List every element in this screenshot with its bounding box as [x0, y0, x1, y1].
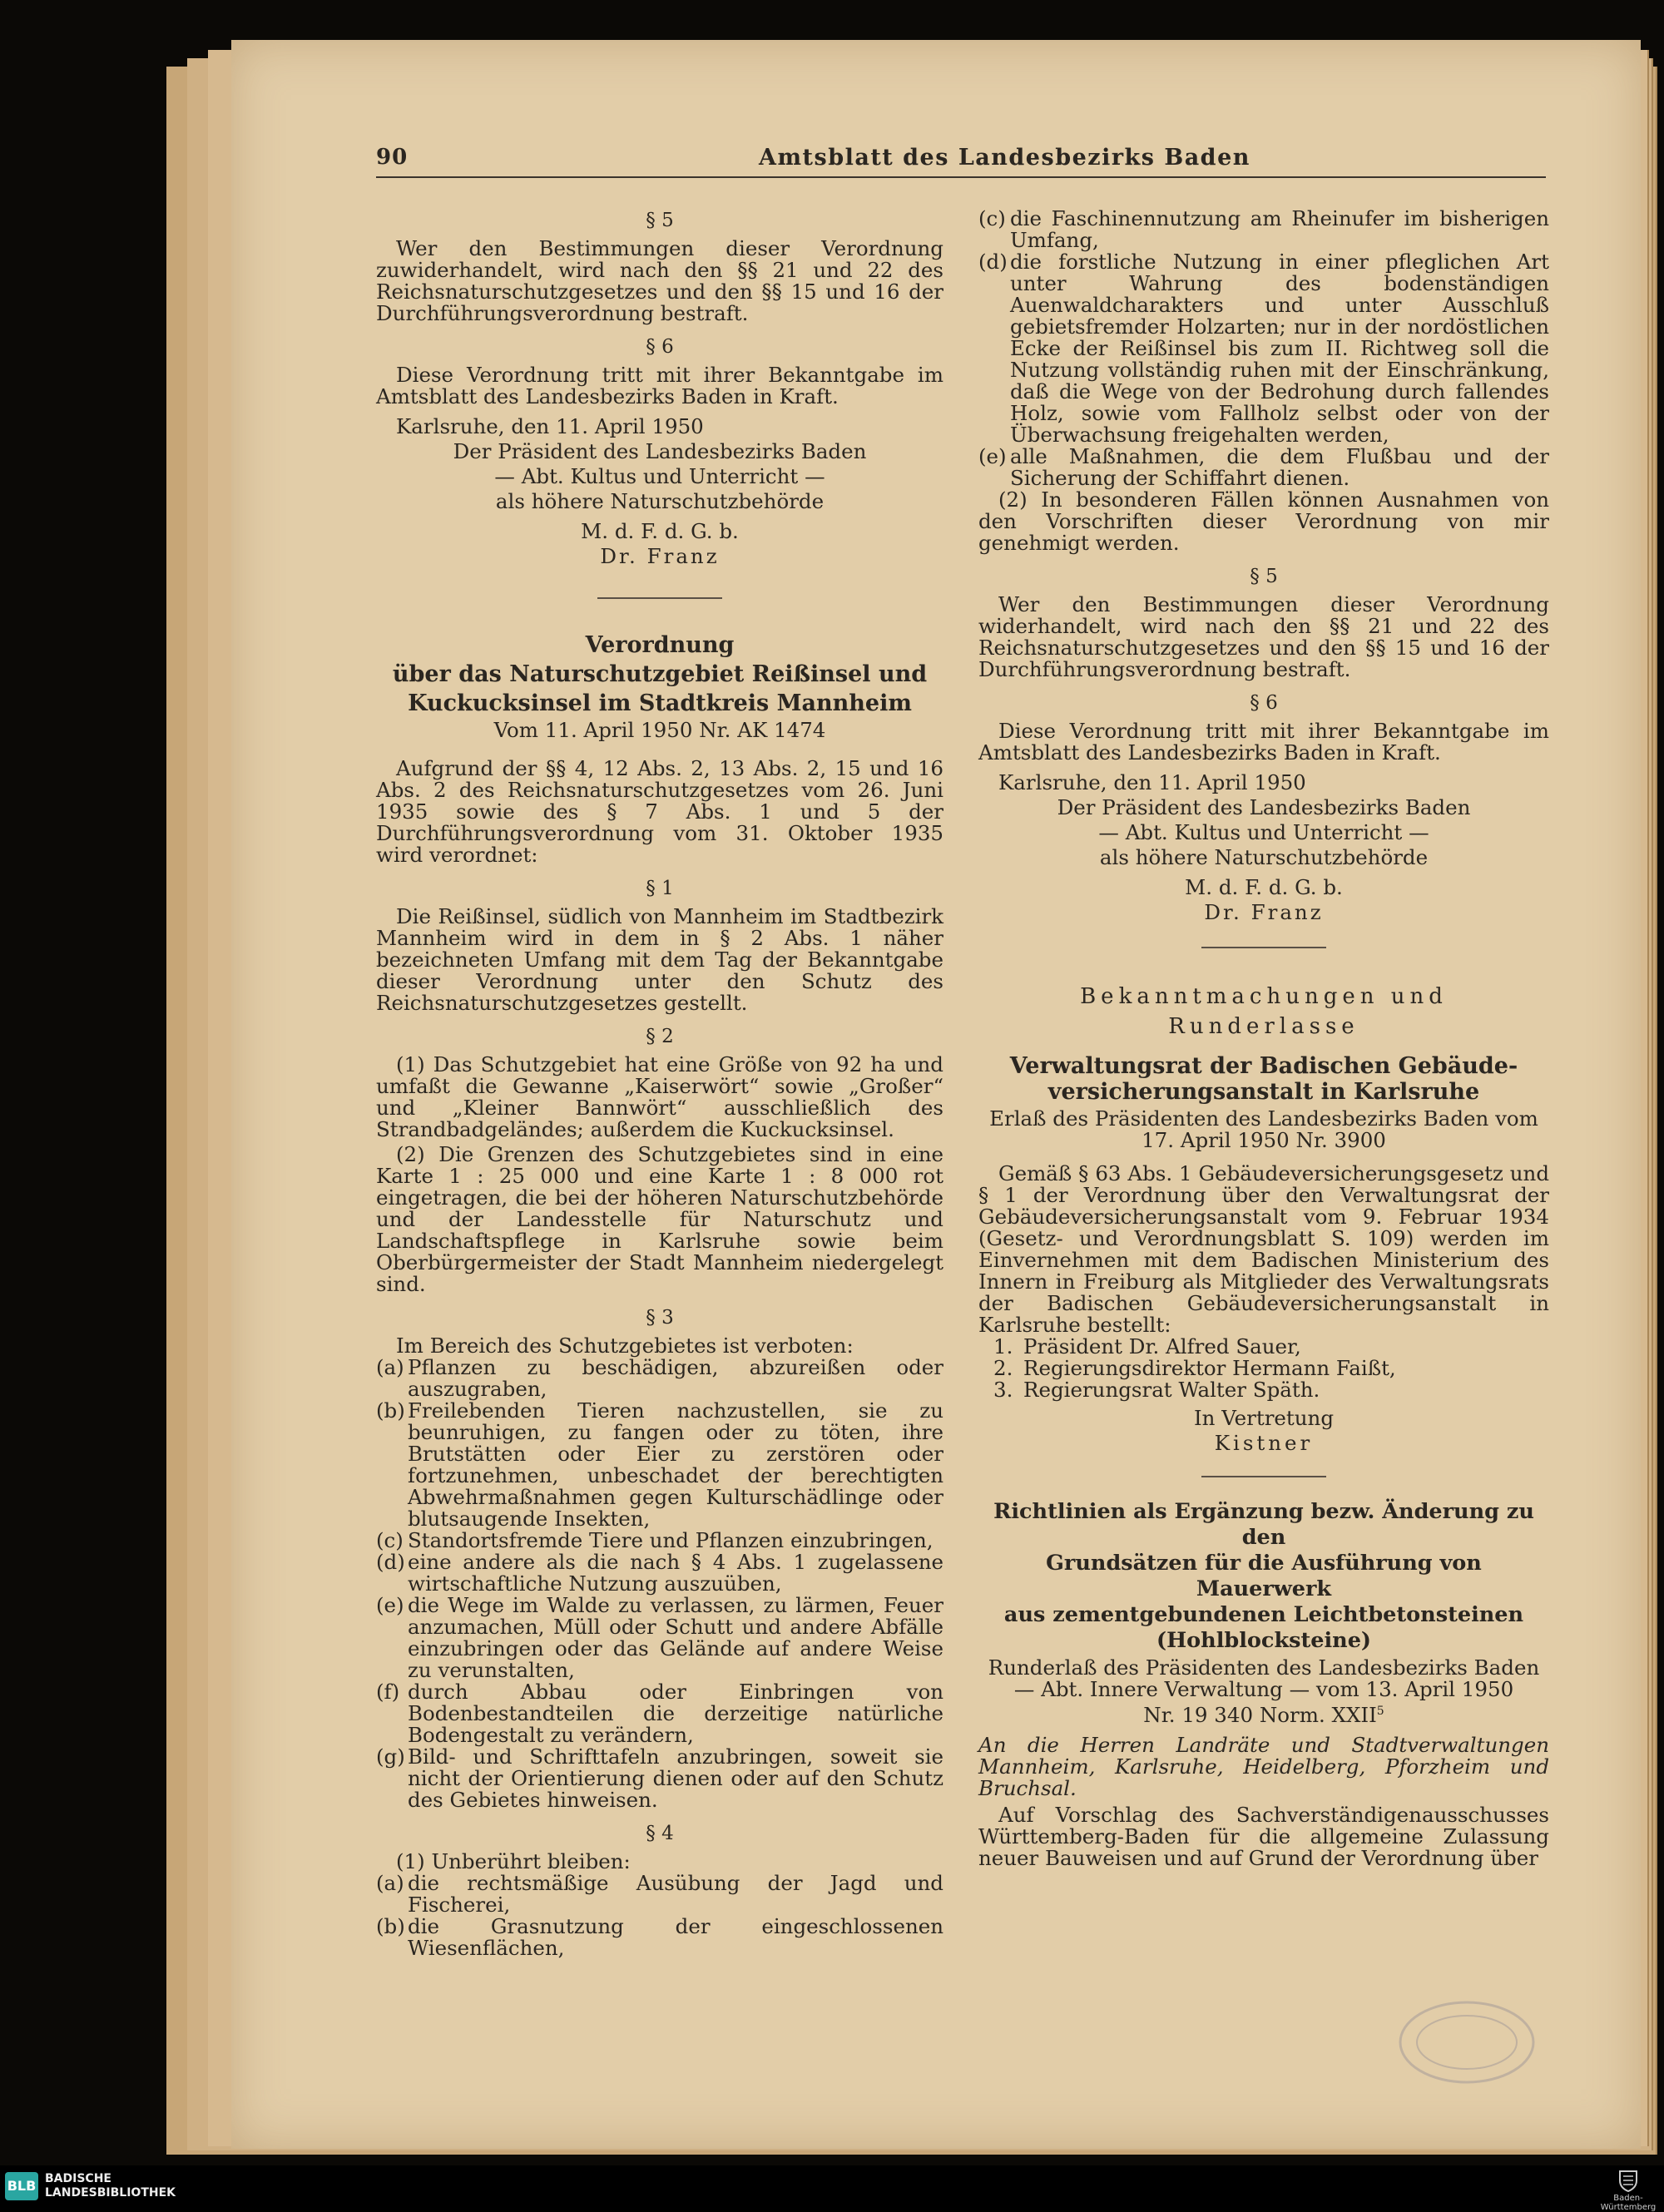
library-name: BADISCHE LANDESBIBLIOTHEK [45, 2172, 176, 2200]
signature-line: — Abt. Kultus und Unterricht — [1098, 820, 1429, 844]
prohibition-list [376, 1357, 943, 1811]
page-number: 90 [376, 145, 409, 170]
section-text: (1) Das Schutzgebiet hat eine Größe von 92 ha und umfaßt die Gewanne „Kaiserwört“ sowie „Großer“ und „Kleiner Bannwört“ ausschließlich des Strandbadgeländes; außerdem die Kuckucksinsel. [376, 1052, 943, 1141]
signature-name: Kistner [1214, 1431, 1314, 1455]
section-heading: § 5 [1250, 566, 1278, 587]
signature-line: Der Präsident des Landesbezirks Baden [1057, 795, 1471, 819]
section-title: Bekanntmachungen und [1080, 984, 1448, 1009]
notice-text: Gemäß § 63 Abs. 1 Gebäudeversicherungsgesetz und § 1 der Verordnung über den Verwaltungsrat der Gebäudeversicherungsanstalt vom 9. Februar 1934 (Gesetz- und Verordnungsblatt S. 109) werden im Einvernehmen mit dem Badischen Ministerium des Innern in Freiburg als Mitglieder des Verwaltungsrats der Badischen Gebäudeversicherungsanstalt in Karlsruhe bestellt: [978, 1161, 1549, 1337]
notice-title: Verwaltungsrat der Badischen Gebäude- [1009, 1053, 1518, 1079]
left-column [376, 208, 943, 1959]
divider [1201, 947, 1326, 948]
section-text: Wer den Bestimmungen dieser Verordnung widerhandelt, wird nach den §§ 21 und 22 des Reichsnaturschutzgesetzes und den §§ 15 und 16 der Durchführungsverordnung bestraft. [978, 592, 1549, 681]
footer-bar [0, 2165, 1664, 2212]
page-header [376, 143, 1546, 178]
section-heading: § 2 [646, 1026, 674, 1047]
state-logo [1599, 2169, 1657, 2212]
list-item: (d) die forstliche Nutzung in einer pfleglichen Art unter Wahrung des bodenständigen Auenwaldcharakters und unter Ausschluß gebietsfremder Holzarten; nur in der nordöstlichen Ecke der Reißinsel bis zum II. Richtweg soll die Nutzung vollständig ruhen mit der Einschränkung, daß die Wege von der Bedrohung durch fallendes Holz, sowie vom Fallholz selbst oder von der Überwachsung freigehalten werden, [978, 250, 1549, 447]
place-date: Karlsruhe, den 11. April 1950 [998, 770, 1306, 794]
guideline-subtitle: Runderlaß des Präsidenten des Landesbezirks Baden [988, 1655, 1540, 1680]
list-item: 2. Regierungsdirektor Hermann Faißt, [993, 1356, 1396, 1380]
signature-line: — Abt. Kultus und Unterricht — [494, 464, 825, 488]
guideline-title: aus zementgebundenen Leichtbetonsteinen [1003, 1602, 1524, 1627]
exemption-list [376, 1873, 943, 1959]
ordinance-intro: Aufgrund der §§ 4, 12 Abs. 2, 13 Abs. 2, 15 und 16 Abs. 2 des Reichsnaturschutzgesetzes vom 26. Juni 1935 sowie des § 7 Abs. 1 und 5 der Durchführungsverordnung vom 31. Oktober 1935 wird verordnet: [376, 756, 943, 867]
signature-line: M. d. F. d. G. b. [581, 519, 739, 543]
section-text: Diese Verordnung tritt mit ihrer Bekanntgabe im Amtsblatt des Landesbezirks Baden in Kraft. [376, 363, 943, 408]
state-name: Baden-Württemberg [1600, 2194, 1657, 2212]
section-text: Die Reißinsel, südlich von Mannheim im Stadtbezirk Mannheim wird in dem in § 2 Abs. 1 näher bezeichneten Umfang mit dem Tag der Bekanntgabe dieser Verordnung unter den Schutz des Reichsnaturschutzgesetzes gestellt. [376, 904, 943, 1015]
list-item: (b) Freilebenden Tieren nachzustellen, sie zu beunruhigen, zu fangen oder zu töten, ihre Brutstätten oder Eier zu zerstören oder fortzunehmen, unbeschadet der berechtigten Abwehrmaßnahmen gegen Kulturschädlinge oder blutsaugende Insekten, [376, 1398, 943, 1531]
blb-logo: BLB [5, 2172, 38, 2200]
list-item: (g) Bild- und Schrifttafeln anzubringen, soweit sie nicht der Orientierung dienen oder auf den Schutz des Gebietes hinweisen. [376, 1744, 943, 1812]
list-item: 3. Regierungsrat Walter Späth. [993, 1378, 1320, 1402]
right-column [978, 208, 1549, 1869]
list-item: (f) durch Abbau oder Einbringen von Bodenbestandteilen die derzeitige natürliche Bodengestalt zu verändern, [376, 1680, 943, 1747]
signature-line: In Vertretung [1193, 1406, 1335, 1430]
guideline-title: Richtlinien als Ergänzung bezw. Änderung zu den [993, 1499, 1534, 1550]
guideline-title: (Hohlblocksteine) [1156, 1628, 1371, 1653]
library-stamp [1396, 1997, 1538, 2088]
list-item: (d) eine andere als die nach § 4 Abs. 1 zugelassene wirtschaftliche Nutzung auszuüben, [376, 1550, 943, 1596]
section-text: Diese Verordnung tritt mit ihrer Bekanntgabe im Amtsblatt des Landesbezirks Baden in Kraft. [978, 719, 1549, 765]
guideline-subtitle: Nr. 19 340 Norm. XXII$^5$ [1143, 1703, 1384, 1728]
list-item: (b) die Grasnutzung der eingeschlossenen Wiesenflächen, [376, 1914, 943, 1960]
divider [597, 597, 722, 599]
ordinance-title: Kuckucksinsel im Stadtkreis Mannheim [408, 690, 912, 716]
publication-title: Amtsblatt des Landesbezirks Baden [759, 145, 1250, 171]
section-heading: § 3 [646, 1307, 674, 1329]
list-item: (c) Standortsfremde Tiere und Pflanzen einzubringen, [376, 1528, 934, 1552]
signature-name: Dr. Franz [1204, 900, 1324, 924]
signature-line: M. d. F. d. G. b. [1185, 875, 1343, 899]
signature-name: Dr. Franz [600, 544, 720, 568]
signature-line: als höhere Naturschutzbehörde [495, 489, 825, 513]
guideline-subtitle: — Abt. Innere Verwaltung — vom 13. April 1950 [1013, 1677, 1514, 1701]
section-text: Wer den Bestimmungen dieser Verordnung zuwiderhandelt, wird nach den §§ 21 und 22 des Reichsnaturschutzgesetzes und den §§ 15 und 16 der Durchführungsverordnung bestraft. [376, 236, 943, 325]
section-heading: § 4 [646, 1823, 674, 1844]
exemption-list-continued [978, 208, 1549, 489]
section-heading: § 1 [646, 878, 674, 899]
section-text: (1) Unberührt bleiben: [396, 1849, 631, 1873]
guideline-text: Auf Vorschlag des Sachverständigenausschusses Württemberg-Baden für die allgemeine Zulassung neuer Bauweisen und auf Grund der Verordnung über [978, 1803, 1549, 1871]
ordinance-title: Verordnung [585, 632, 735, 658]
section-title: Runderlasse [1168, 1014, 1359, 1039]
section-heading: § 6 [646, 336, 674, 358]
signature-line: Der Präsident des Landesbezirks Baden [453, 439, 867, 463]
signature-line: als höhere Naturschutzbehörde [1099, 845, 1429, 869]
guideline-title: Grundsätzen für die Ausführung von Mauerwerk [1046, 1551, 1482, 1601]
place-date: Karlsruhe, den 11. April 1950 [396, 414, 704, 438]
coat-of-arms-icon [1617, 2169, 1639, 2192]
divider [1201, 1476, 1326, 1477]
section-text: Im Bereich des Schutzgebietes ist verboten: [396, 1334, 854, 1358]
member-list [978, 1336, 1549, 1401]
list-item: (e) alle Maßnahmen, die dem Flußbau und der Sicherung der Schiffahrt dienen. [978, 444, 1549, 490]
addressee: An die Herren Landräte und Stadtverwaltungen Mannheim, Karlsruhe, Heidelberg, Pforzheim und Bruchsal. [978, 1733, 1549, 1801]
list-item: 1. Präsident Dr. Alfred Sauer, [993, 1334, 1301, 1358]
section-heading: § 6 [1250, 692, 1278, 714]
section-text: (2) Die Grenzen des Schutzgebietes sind in eine Karte 1 : 25 000 und eine Karte 1 : 8 000 rot eingetragen, die bei der höheren Naturschutzbehörde und der Landesstelle für Naturschutz und Landschaftspflege in Karlsruhe sowie beim Oberbürgermeister der Stadt Mannheim niedergelegt sind. [376, 1142, 943, 1296]
list-item: (c) die Faschinennutzung am Rheinufer im bisherigen Umfang, [978, 206, 1549, 252]
section-heading: § 5 [646, 210, 674, 231]
notice-subtitle: 17. April 1950 Nr. 3900 [1142, 1128, 1386, 1152]
ordinance-title: über das Naturschutzgebiet Reißinsel und [392, 661, 928, 687]
list-item: (e) die Wege im Walde zu verlassen, zu lärmen, Feuer anzumachen, Müll oder Schutt und andere Abfälle einzubringen oder das Gelände auf andere Weise zu verunstalten, [376, 1593, 943, 1682]
section-text: (2) In besonderen Fällen können Ausnahmen von den Vorschriften dieser Verordnung von mir genehmigt werden. [978, 487, 1549, 555]
list-item: (a) Pflanzen zu beschädigen, abzureißen oder auszugraben, [376, 1355, 943, 1401]
list-item: (a) die rechtsmäßige Ausübung der Jagd und Fischerei, [376, 1871, 943, 1917]
notice-title: versicherungsanstalt in Karlsruhe [1047, 1079, 1480, 1105]
notice-subtitle: Erlaß des Präsidenten des Landesbezirks Baden vom [989, 1106, 1538, 1131]
ordinance-subtitle: Vom 11. April 1950 Nr. AK 1474 [493, 718, 826, 742]
